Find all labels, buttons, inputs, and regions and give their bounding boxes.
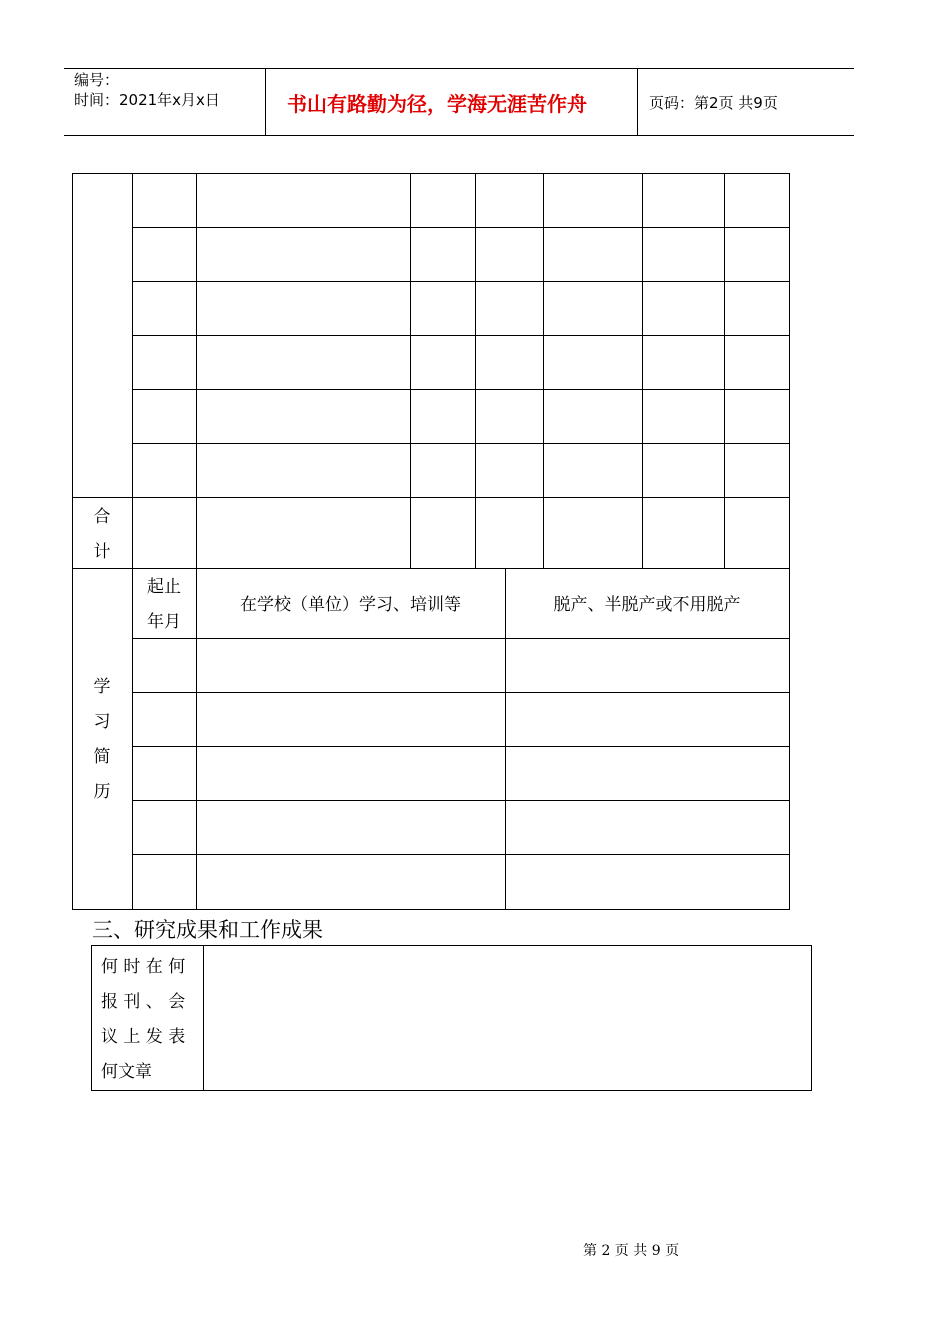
table3-top-border: [91, 945, 812, 946]
column-header-study-mode: 脱产、半脱产或不用脱产: [553, 595, 741, 615]
column-header-dates-line: 起止: [147, 577, 181, 597]
total-row-label: [72, 500, 132, 570]
header-top-rule: [64, 68, 854, 69]
table1-col-line: [475, 173, 476, 568]
table2-row-line: [132, 854, 790, 855]
header-divider-1: [265, 68, 266, 135]
table1-col-line: [410, 173, 411, 568]
page-footer: 第 2 页 共 9 页: [583, 1243, 680, 1259]
header-motto: 书山有路勤为径，学海无涯苦作舟: [287, 92, 587, 116]
column-header-dates: [132, 570, 196, 640]
row-label-char: 学: [93, 677, 111, 697]
publication-label: [101, 950, 201, 1090]
header-divider-2: [637, 68, 638, 135]
row-label-char: 习: [93, 712, 111, 732]
table2-col-line: [196, 568, 197, 909]
table1-col-line: [724, 173, 725, 568]
table1-col-line: [543, 173, 544, 568]
table1-total-top-line: [72, 497, 790, 498]
table1-col-line: [132, 173, 133, 568]
document-time-label: 时间：2021年x月x日: [74, 91, 220, 109]
table1-bottom-border: [72, 568, 790, 569]
publication-label-line: 报 刊 、 会: [101, 992, 186, 1012]
table2-bottom-border: [72, 909, 790, 910]
header-bottom-rule: [64, 135, 854, 136]
document-number-label: 编号：: [74, 71, 120, 89]
table3-left-border: [91, 945, 92, 1090]
table3-bottom-border: [91, 1090, 812, 1091]
table1-right-border: [789, 173, 790, 568]
total-label-char: 合: [93, 507, 111, 527]
section-title: 三、研究成果和工作成果: [92, 918, 323, 942]
publication-label-line: 何 时 在 何: [101, 957, 186, 977]
table1-top-border: [72, 173, 790, 174]
table1-row-line: [132, 281, 790, 282]
column-header-school: 在学校（单位）学习、培训等: [240, 595, 461, 615]
table2-row-line: [132, 746, 790, 747]
table1-row-line: [132, 443, 790, 444]
table1-row-line: [132, 389, 790, 390]
table2-row-line: [132, 800, 790, 801]
total-label-char: 计: [93, 542, 111, 562]
table2-right-border: [789, 568, 790, 909]
study-history-row-label: [72, 670, 132, 810]
row-label-char: 简: [93, 747, 111, 767]
table2-col-line: [505, 568, 506, 909]
publication-label-line: 议 上 发 表: [101, 1027, 186, 1047]
table1-col-line: [196, 173, 197, 568]
table1-row-line: [132, 335, 790, 336]
table1-row-line: [132, 227, 790, 228]
header-page-info: 页码：第2页 共9页: [649, 94, 778, 112]
table3-col-line: [203, 945, 204, 1090]
column-header-dates-line: 年月: [147, 612, 181, 632]
table2-header-bottom-line: [132, 638, 790, 639]
table3-right-border: [811, 945, 812, 1090]
table2-row-line: [132, 692, 790, 693]
publication-label-line: 何文章: [101, 1062, 152, 1082]
row-label-char: 历: [93, 782, 111, 802]
table1-col-line: [642, 173, 643, 568]
